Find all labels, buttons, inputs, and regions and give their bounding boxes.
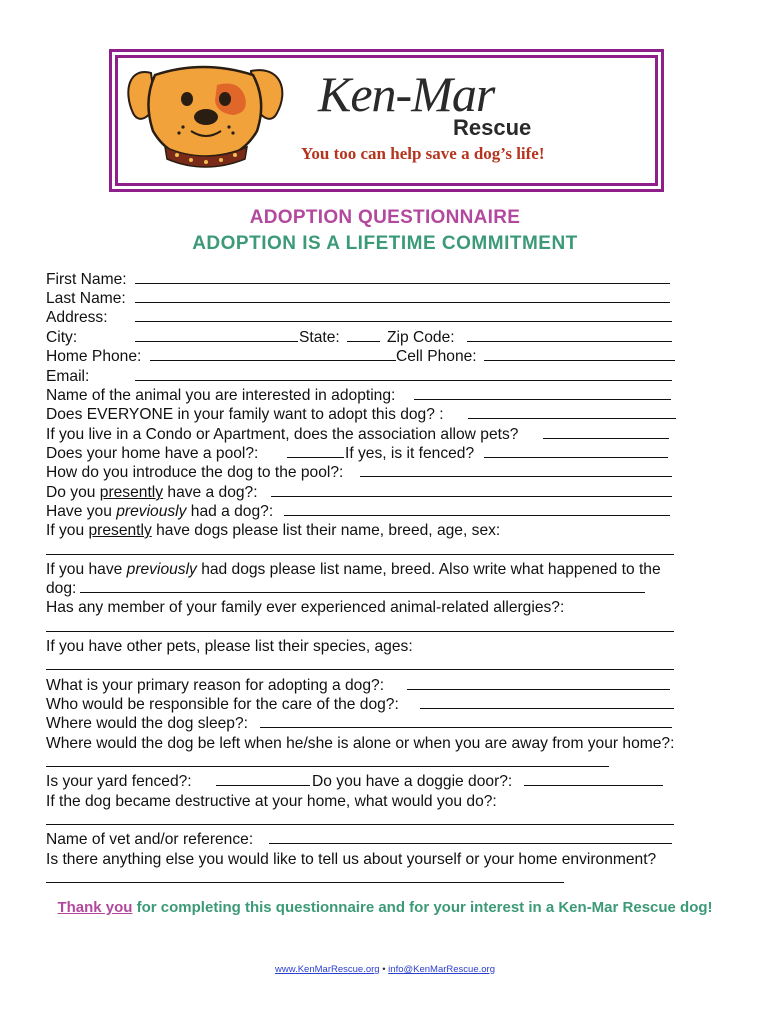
email-blank[interactable] bbox=[135, 367, 672, 381]
sleep-blank[interactable] bbox=[260, 714, 672, 728]
presently-word: presently bbox=[99, 484, 164, 501]
email-label: Email: bbox=[46, 368, 90, 385]
list-present-label-a: If you bbox=[46, 522, 85, 539]
reason-row bbox=[46, 676, 384, 695]
reason-blank[interactable] bbox=[407, 676, 670, 690]
state-label: State: bbox=[299, 329, 340, 346]
pool-blank[interactable] bbox=[287, 444, 344, 458]
pool-fenced-blank[interactable] bbox=[484, 444, 668, 458]
vet-row bbox=[46, 830, 253, 849]
last-name-label: Last Name: bbox=[46, 290, 126, 307]
dog-row bbox=[46, 579, 76, 598]
first-name-row bbox=[46, 270, 127, 289]
condo-label: If you live in a Condo or Apartment, does the association allow pets? bbox=[46, 426, 519, 443]
responsible-blank[interactable] bbox=[420, 695, 674, 709]
brand-ken-mar: Ken-Mar bbox=[318, 66, 495, 122]
alone-row bbox=[46, 734, 674, 753]
footer-separator: • bbox=[382, 964, 386, 975]
dog-blank[interactable] bbox=[80, 579, 645, 593]
pool-intro-blank[interactable] bbox=[360, 463, 672, 477]
thank-you-text: for completing this questionnaire and for your interest in a Ken-Mar Rescue dog! bbox=[136, 899, 713, 916]
list-prev-row bbox=[46, 560, 661, 579]
alone-label: Where would the dog be left when he/she is alone or when you are away from your home?: bbox=[46, 735, 675, 752]
list-present-label-b: have dogs please list their name, breed, age, sex: bbox=[156, 522, 501, 539]
dog-label: dog: bbox=[46, 580, 77, 597]
list-present-word: presently bbox=[88, 522, 152, 539]
city-row bbox=[46, 328, 455, 347]
vet-label: Name of vet and/or reference: bbox=[46, 831, 254, 848]
header-logo-area bbox=[121, 61, 640, 174]
condo-blank[interactable] bbox=[543, 425, 669, 439]
pool-fenced-label: If yes, is it fenced? bbox=[345, 445, 475, 462]
address-label: Address: bbox=[46, 309, 108, 326]
animal-row bbox=[46, 386, 395, 405]
pool-row bbox=[46, 444, 475, 463]
pool-label: Does your home have a pool?: bbox=[46, 445, 259, 462]
previously-label-b: had a dog?: bbox=[190, 503, 274, 520]
list-prev-label-a: If you have bbox=[46, 561, 123, 578]
city-label: City: bbox=[46, 329, 78, 346]
previously-row bbox=[46, 502, 273, 521]
website-link[interactable]: www.KenMarRescue.org bbox=[275, 964, 380, 975]
animal-label: Name of the animal you are interested in adopting: bbox=[46, 387, 396, 404]
list-present-blank[interactable] bbox=[46, 541, 674, 555]
cell-phone-label: Cell Phone: bbox=[396, 348, 477, 365]
thank-you-note bbox=[0, 899, 770, 916]
presently-label-b: have a dog?: bbox=[167, 484, 258, 501]
vet-blank[interactable] bbox=[269, 830, 672, 844]
zip-label: Zip Code: bbox=[387, 329, 455, 346]
thank-you-link: Thank you bbox=[57, 899, 133, 916]
pool-intro-row bbox=[46, 463, 343, 482]
doggie-door-blank[interactable] bbox=[524, 772, 663, 786]
email-row bbox=[46, 367, 89, 386]
last-name-blank[interactable] bbox=[135, 289, 670, 303]
footer bbox=[0, 964, 770, 975]
presently-row bbox=[46, 483, 258, 502]
pool-intro-label: How do you introduce the dog to the pool?: bbox=[46, 464, 344, 481]
condo-row bbox=[46, 425, 518, 444]
anything-else-label: Is there anything else you would like to tell us about yourself or your home environment? bbox=[46, 851, 657, 868]
yard-row bbox=[46, 772, 513, 791]
tagline: You too can help save a dog’s life! bbox=[301, 144, 545, 163]
phone-row bbox=[46, 347, 477, 366]
everyone-row bbox=[46, 405, 444, 424]
brand-rescue: Rescue bbox=[453, 115, 532, 140]
state-blank[interactable] bbox=[347, 328, 380, 342]
allergies-label: Has any member of your family ever experienced animal-related allergies?: bbox=[46, 599, 565, 616]
home-phone-blank[interactable] bbox=[150, 347, 396, 361]
email-link[interactable]: info@KenMarRescue.org bbox=[388, 964, 495, 975]
cell-phone-blank[interactable] bbox=[484, 347, 675, 361]
previously-label-a: Have you bbox=[46, 503, 112, 520]
zip-blank[interactable] bbox=[467, 328, 672, 342]
list-prev-word: previously bbox=[126, 561, 197, 578]
first-name-label: First Name: bbox=[46, 271, 127, 288]
previously-word: previously bbox=[116, 503, 187, 520]
anything-else-blank[interactable] bbox=[46, 869, 564, 883]
other-pets-label: If you have other pets, please list their species, ages: bbox=[46, 638, 413, 655]
doggie-door-label: Do you have a doggie door?: bbox=[312, 773, 513, 790]
list-present-row bbox=[46, 521, 500, 540]
everyone-blank[interactable] bbox=[468, 405, 676, 419]
allergies-blank[interactable] bbox=[46, 618, 674, 632]
presently-label-a: Do you bbox=[46, 484, 96, 501]
presently-blank[interactable] bbox=[271, 483, 672, 497]
destructive-label: If the dog became destructive at your home, what would you do?: bbox=[46, 793, 497, 810]
yard-label: Is your yard fenced?: bbox=[46, 773, 192, 790]
responsible-label: Who would be responsible for the care of the dog?: bbox=[46, 696, 399, 713]
last-name-row bbox=[46, 289, 126, 308]
address-row bbox=[46, 308, 108, 327]
address-blank[interactable] bbox=[135, 308, 672, 322]
allergies-row bbox=[46, 598, 564, 617]
everyone-label: Does EVERYONE in your family want to adopt this dog? : bbox=[46, 406, 444, 423]
animal-blank[interactable] bbox=[414, 386, 671, 400]
city-blank[interactable] bbox=[135, 328, 298, 342]
anything-else-row bbox=[46, 850, 656, 869]
page-title: ADOPTION QUESTIONNAIRE bbox=[249, 207, 521, 228]
sleep-row bbox=[46, 714, 248, 733]
previously-blank[interactable] bbox=[284, 502, 670, 516]
list-prev-label-b: had dogs please list name, breed. Also write what happened to the bbox=[201, 561, 661, 578]
other-pets-row bbox=[46, 637, 413, 656]
reason-label: What is your primary reason for adopting a dog?: bbox=[46, 677, 385, 694]
first-name-blank[interactable] bbox=[135, 270, 670, 284]
alone-blank[interactable] bbox=[46, 753, 609, 767]
responsible-row bbox=[46, 695, 399, 714]
page-subtitle: ADOPTION IS A LIFETIME COMMITMENT bbox=[192, 233, 578, 254]
home-phone-label: Home Phone: bbox=[46, 348, 142, 365]
destructive-row bbox=[46, 792, 497, 811]
yard-blank[interactable] bbox=[216, 772, 310, 786]
destructive-blank[interactable] bbox=[46, 811, 674, 825]
dog-logo-icon bbox=[121, 61, 291, 173]
other-pets-blank[interactable] bbox=[46, 656, 674, 670]
sleep-label: Where would the dog sleep?: bbox=[46, 715, 248, 732]
